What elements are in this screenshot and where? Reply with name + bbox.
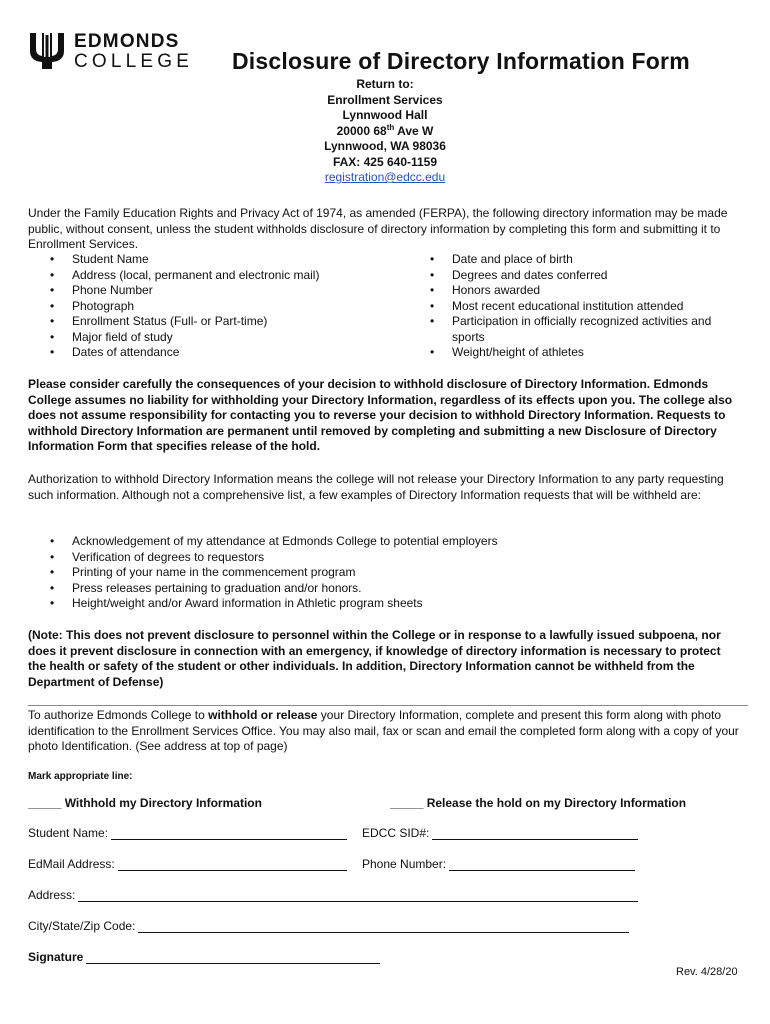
phone-label: Phone Number: <box>362 857 447 871</box>
street-name: Ave W <box>394 123 434 138</box>
address-line[interactable] <box>78 889 638 902</box>
return-city: Lynnwood, WA 98036 <box>324 139 446 153</box>
return-to-label: Return to: <box>356 77 414 91</box>
withhold-option[interactable]: _____ Withhold my Directory Information <box>28 796 262 810</box>
list-item: • Degrees and dates conferred <box>408 268 742 284</box>
instructions-after: your Directory Information, complete and present this form along with photo identification to the Enrollment Services Office. You may also mail, fax or scan and email the completed form along with a copy of your photo Identification. (See address at top of page) <box>28 708 739 753</box>
edmail-field[interactable] <box>28 857 347 871</box>
directory-list-left <box>28 252 408 361</box>
logo-line-2: COLLEGE <box>74 50 194 72</box>
street-suffix: th <box>386 122 395 132</box>
list-item: • Participation in officially recognized activities and sports <box>408 314 742 345</box>
city-state-zip-label: City/State/Zip Code: <box>28 919 136 933</box>
list-item: • Date and place of birth <box>408 252 742 268</box>
street-number: 20000 68 <box>336 123 387 138</box>
logo-line-1: EDMONDS <box>74 30 180 52</box>
city-state-zip-field[interactable] <box>28 919 629 933</box>
phone-field[interactable] <box>362 857 635 871</box>
edmonds-college-logo <box>28 30 193 72</box>
list-item: • Weight/height of athletes <box>408 345 742 361</box>
instructions-bold: withhold or release <box>208 708 318 722</box>
student-name-label: Student Name: <box>28 826 109 840</box>
city-state-zip-line[interactable] <box>138 920 629 933</box>
list-item: • Acknowledgement of my attendance at Edmonds College to potential employers <box>28 534 728 550</box>
list-item: • Height/weight and/or Award information in Athletic program sheets <box>28 596 728 612</box>
phone-line[interactable] <box>449 858 635 871</box>
student-name-field[interactable] <box>28 826 347 840</box>
signature-label: Signature <box>28 950 84 964</box>
warning-paragraph: Please consider carefully the consequences of your decision to withhold disclosure of Directory Information. Edmonds College assumes no liability for withholding your Directory Information, regardless of its effects upon you. The college also does not assume responsibility for contacting you to reverse your decision to withhold Directory Information. Requests to withhold Directory Information are permanent until removed by completing and submitting a new Disclosure of Directory Information Form that specifies release of the hold. <box>28 377 733 453</box>
address-field[interactable] <box>28 888 638 902</box>
registration-email-link[interactable]: registration@edcc.edu <box>324 170 446 184</box>
list-item: • Press releases pertaining to graduation and/or honors. <box>28 581 728 597</box>
note-paragraph: (Note: This does not prevent disclosure to personnel within the College or in response to a lawfully issued subpoena, nor does it prevent disclosure in connection with an emergency, if knowledge of directory information is necessary to protect the health or safety of the student or other individuals. In addition, Directory Information cannot be withheld from the Department of Defense) <box>28 628 721 689</box>
withheld-examples-list <box>28 534 728 612</box>
list-item: • Most recent educational institution attended <box>408 299 742 315</box>
return-office: Enrollment Services <box>327 92 443 107</box>
divider <box>28 705 748 706</box>
list-item: • Address (local, permanent and electronic mail) <box>28 268 408 284</box>
edmail-label: EdMail Address: <box>28 857 115 871</box>
return-fax: FAX: 425 640-1159 <box>332 154 438 169</box>
sid-label: EDCC SID#: <box>362 826 430 840</box>
address-label: Address: <box>28 888 76 902</box>
signature-field[interactable] <box>28 950 380 964</box>
return-building: Lynnwood Hall <box>342 108 428 122</box>
mark-line-label: Mark appropriate line: <box>28 771 133 782</box>
list-item: • Verification of degrees to requestors <box>28 550 728 566</box>
instructions-paragraph <box>28 708 740 755</box>
sid-line[interactable] <box>432 827 638 840</box>
sid-field[interactable] <box>362 826 638 840</box>
student-name-line[interactable] <box>111 827 347 840</box>
list-item: • Printing of your name in the commencement program <box>28 565 728 581</box>
signature-line[interactable] <box>86 951 380 964</box>
edmail-line[interactable] <box>118 858 347 871</box>
revision-date: Rev. 4/28/20 <box>676 966 738 978</box>
release-option[interactable]: _____ Release the hold on my Directory Information <box>390 796 687 810</box>
list-item: • Photograph <box>28 299 408 315</box>
list-item: • Honors awarded <box>408 283 742 299</box>
list-item: • Phone Number <box>28 283 408 299</box>
trident-icon <box>28 31 66 71</box>
list-item: • Student Name <box>28 252 408 268</box>
return-address-block <box>230 77 540 186</box>
return-street <box>230 124 540 140</box>
instructions-before: To authorize Edmonds College to <box>28 708 209 722</box>
list-item: • Major field of study <box>28 330 408 346</box>
list-item: • Dates of attendance <box>28 345 408 361</box>
authorization-paragraph: Authorization to withhold Directory Information means the college will not release your Directory Information to any party requesting such information. Although not a comprehensive list, a few examples of Directory Information requests that will be withheld are: <box>28 472 724 502</box>
directory-list-right <box>408 252 742 361</box>
form-title: Disclosure of Directory Information Form <box>232 48 690 74</box>
ferpa-intro: Under the Family Education Rights and Privacy Act of 1974, as amended (FERPA), the following directory information may be made public, without consent, unless the student withholds disclosure of directory information by completing this form and submitting it to Enrollment Services. <box>28 206 728 251</box>
list-item: • Enrollment Status (Full- or Part-time) <box>28 314 408 330</box>
